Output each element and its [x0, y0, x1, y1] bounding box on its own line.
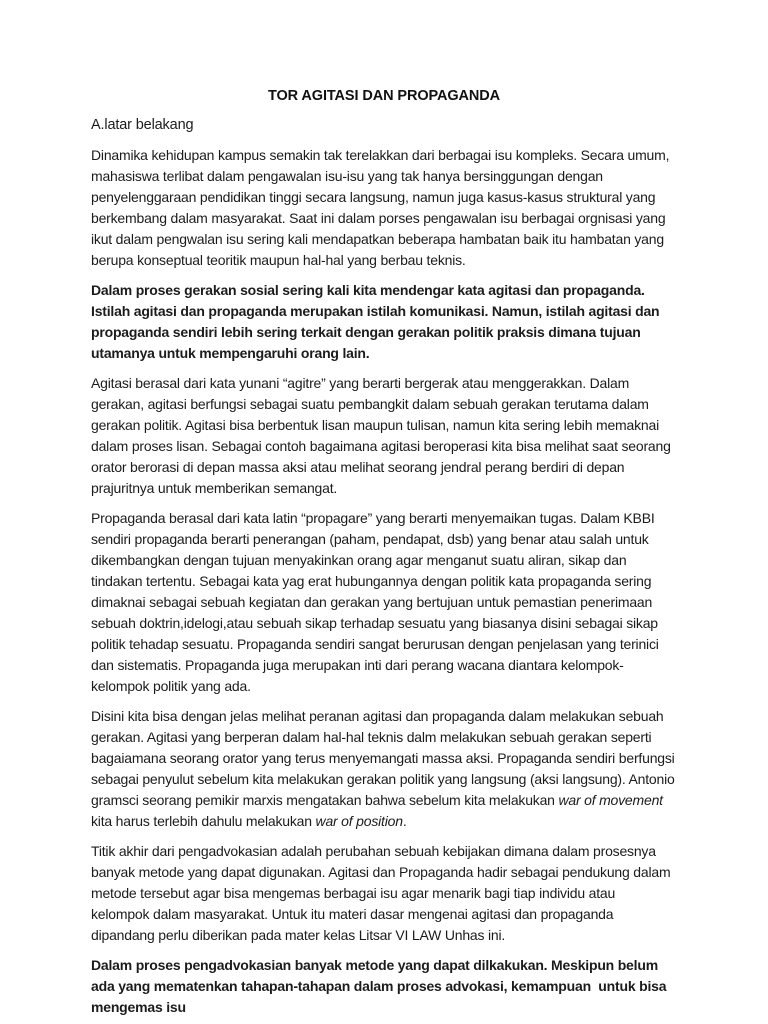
body-text: Titik akhir dari pengadvokasian adalah perubahan sebuah kebijakan dimana dalam prosesnya banyak metode yang dapat digunakan. Agitasi dan Propaganda hadir sebagai pendukung dalam metode tersebut agar bisa mengemas berbagai isu agar menarik bagi tiap individu atau kelompok dalam masyarakat. Untuk itu materi dasar mengenai agitasi dan propaganda dipandang perlu diberikan pada mater kelas Litsar VI LAW Unhas ini. — [91, 843, 675, 943]
paragraph — [91, 145, 677, 271]
paragraph — [91, 508, 677, 697]
paragraph — [91, 373, 677, 499]
section-heading: A.latar belakang — [91, 117, 194, 133]
paragraph — [91, 955, 677, 1018]
paragraph — [91, 841, 677, 946]
body-text: Dalam proses gerakan sosial sering kali kita mendengar kata agitasi dan propaganda. Istilah agitasi dan propaganda merupakan istilah komunikasi. Namun, istilah agitasi dan propaganda sendiri lebih sering terkait dengan gerakan politik praksis dimana tujuan utamanya untuk mempengaruhi orang lain. — [91, 282, 664, 361]
body-text: . — [402, 813, 407, 829]
body-text: Dalam proses pengadvokasian banyak metode yang dapat dilkakukan. Meskipun belum ada yang mematenkan tahapan-tahapan dalam proses advokasi, kemampuan untuk bisa mengemas isu — [91, 957, 671, 1015]
body-text: Propaganda berasal dari kata latin “propagare” yang berarti menyemaikan tugas. Dalam KBBI sendiri propaganda berarti penerangan (paham, pendapat, dsb) yang benar atau salah untuk dikembangkan dengan tujuan menyakinkan orang agar menganut suatu aliran, sikap dan tindakan tertentu. Sebagai kata yag erat hubungannya dengan politik kata propaganda sering dimaknai sebagai sebuah kegiatan dan gerakan yang bertujuan untuk pemastian penerimaan sebuah doktrin,idelogi,atau sebuah sikap terhadap sesuatu yang biasanya disini sebagai sikap politik tehadap sesuatu. Propaganda sendiri sangat berurusan dengan penjelasan yang terinici dan sistematis. Propaganda juga merupakan inti dari perang wacana diantara kelompok-kelompok politik yang ada. — [91, 510, 663, 694]
document-title: TOR AGITASI DAN PROPAGANDA — [267, 88, 501, 104]
italic-text: war of movement — [558, 792, 663, 808]
body-text: Dinamika kehidupan kampus semakin tak terelakkan dari berbagai isu kompleks. Secara umum, mahasiswa terlibat dalam pengawalan isu-isu yang tak hanya bersinggungan dengan penyelenggaraan pendidikan tinggi secara langsung, namun juga kasus-kasus struktural yang berkembang dalam masyarakat. Saat ini dalam porses pengawalan isu berbagai orgnisasi yang ikut dalam pengwalan isu sering kali mendapatkan beberapa hambatan baik itu hambatan yang berupa konseptual teoritik maupun hal-hal yang berbau teknis. — [91, 147, 673, 268]
body-text: kita harus terlebih dahulu melakukan — [91, 792, 667, 829]
body-text: Agitasi berasal dari kata yunani “agitre” yang berarti bergerak atau menggerakkan. Dalam gerakan, agitasi berfungsi sebagai suatu pembangkit dalam sebuah gerakan terutama dalam gerakan politik. Agitasi bisa berbentuk lisan maupun tulisan, namun kita sering lebih memaknai dalam proses lisan. Sebagai contoh bagaimana agitasi beroperasi kita bisa melihat saat seorang orator berorasi di depan massa aksi atau melihat seorang jendral perang berdiri di depan prajuritnya untuk memberikan semangat. — [91, 375, 675, 496]
paragraph — [91, 280, 677, 364]
paragraphs — [91, 145, 677, 1018]
italic-text: war of position — [315, 813, 403, 829]
paragraph — [91, 706, 677, 832]
body-text: Disini kita bisa dengan jelas melihat peranan agitasi dan propaganda dalam melakukan sebuah gerakan. Agitasi yang berperan dalam hal-hal teknis dalm melakukan sebuah gerakan seperti bagaiamana seorang orator yang terus menyemangati massa aksi. Propaganda sendiri berfungsi sebagai penyulut sebelum kita melakukan gerakan politik yang langsung (aksi langsung). Antonio gramsci seorang pemikir marxis mengatakan bahwa sebelum kita melakukan — [91, 708, 679, 808]
